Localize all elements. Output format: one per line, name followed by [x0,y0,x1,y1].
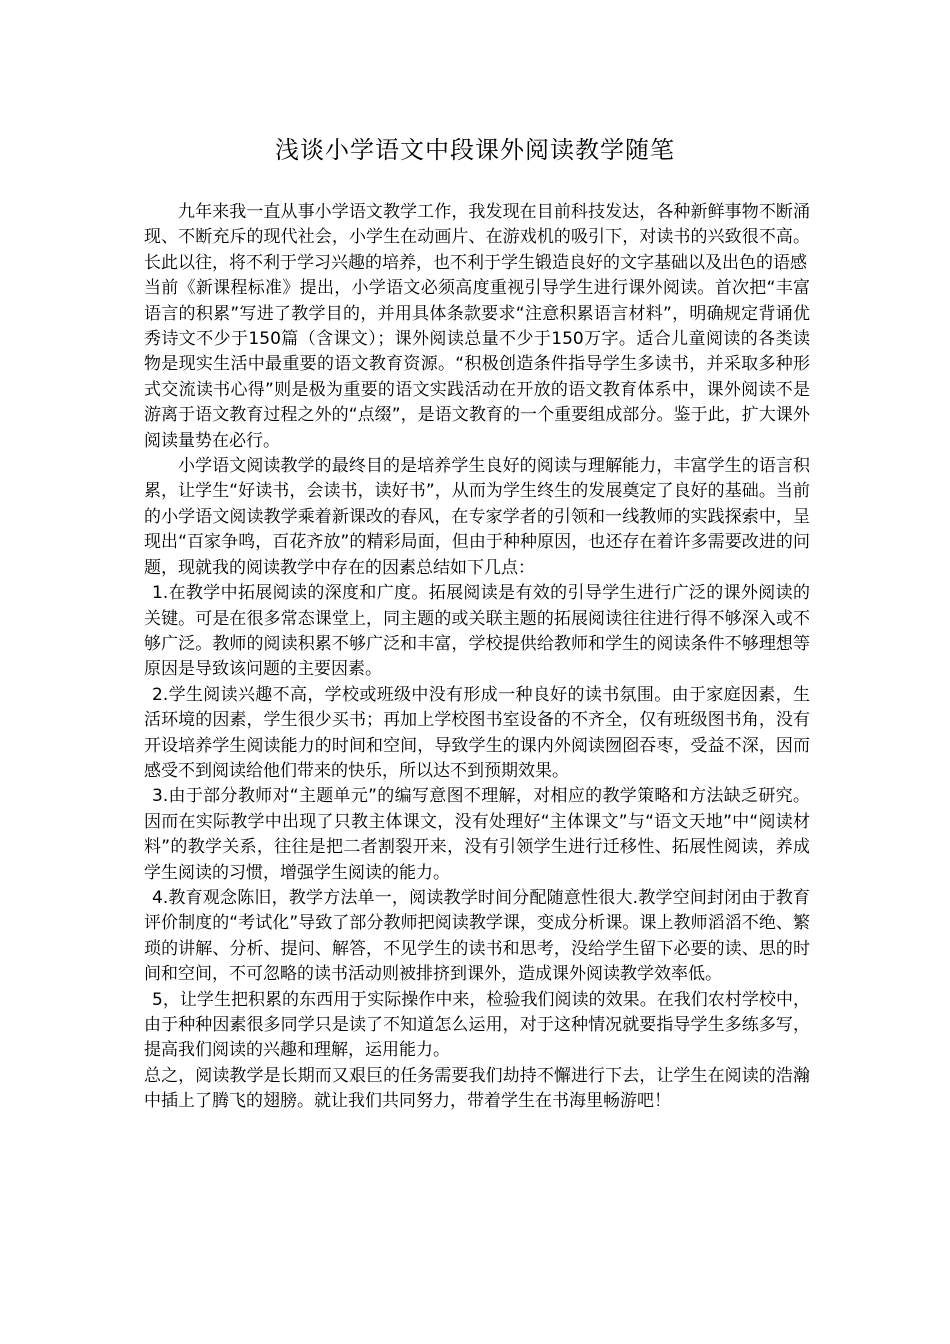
list-item-point-1: 1.在教学中拓展阅读的深度和广度。拓展阅读是有效的引导学生进行广泛的课外阅读的关键。可是在很多常态课堂上，同主题的或关联主题的拓展阅读往往进行得不够深入或不够广泛。教师的阅读积累不够广泛和丰富，学校提供给教师和学生的阅读条件不够理想等原因是导致该问题的主要因素。 [144,583,810,680]
document-body [144,200,810,1115]
paragraph-intro: 九年来我一直从事小学语文教学工作，我发现在目前科技发达，各种新鲜事物不断涌现、不断充斥的现代社会，小学生在动画片、在游戏机的吸引下，对读书的兴致很不高。长此以往，将不利于学习兴趣的培养，也不利于学生锻造良好的文字基础以及出色的语感 [144,202,810,273]
list-item-point-2: 2.学生阅读兴趣不高，学校或班级中没有形成一种良好的读书氛围。由于家庭因素，生活环境的因素，学生很少买书；再加上学校图书室设备的不齐全，仅有班级图书角，没有开设培养学生阅读能力的时间和空间，导致学生的课内外阅读囫囵吞枣，受益不深，因而感受不到阅读给他们带来的快乐，所以达不到预期效果。 [144,684,810,781]
document-title: 浅谈小学语文中段课外阅读教学随笔 [275,136,675,164]
paragraph-reading-goal: 小学语文阅读教学的最终目的是培养学生良好的阅读与理解能力，丰富学生的语言积累，让学生“好读书，会读书，读好书”，从而为学生终生的发展奠定了良好的基础。当前的小学语文阅读教学乘着新课改的春风，在专家学者的引领和一线教师的实践探索中，呈现出“百家争鸣，百花齐放”的精彩局面，但由于种种原因，也还存在着许多需要改进的问题，现就我的阅读教学中存在的因素总结如下几点： [144,456,810,578]
list-item-point-3: 3.由于部分教师对“主题单元”的编写意图不理解，对相应的教学策略和方法缺乏研究。因而在实际教学中出现了只教主体课文，没有处理好“主体课文”与“语文天地”中“阅读材料”的教学关系，往往是把二者割裂开来，没有引领学生进行迁移性、拓展性阅读，养成学生阅读的习惯，增强学生阅读的能力。 [144,786,810,883]
list-item-point-5: 5，让学生把积累的东西用于实际操作中来，检验我们阅读的效果。在我们农村学校中，由于种种因素很多同学只是读了不知道怎么运用，对于这种情况就要指导学生多练多写，提高我们阅读的兴趣和理解，运用能力。 [144,989,810,1061]
list-item-point-4: 4.教育观念陈旧，教学方法单一，阅读教学时间分配随意性很大.教学空间封闭由于教育评价制度的“考试化”导致了部分教师把阅读教学课，变成分析课。课上教师滔滔不绝、繁琐的讲解、分析、提问、解答，不见学生的读书和思考，没给学生留下必要的读、思的时间和空间，不可忽略的读书活动则被排挤到课外，造成课外阅读教学效率低。 [144,887,810,985]
paragraph-conclusion: 总之，阅读教学是长期而又艰巨的任务需要我们劫持不懈进行下去，让学生在阅读的浩瀚中插上了腾飞的翅膀。就让我们共同努力，带着学生在书海里畅游吧！ [144,1065,810,1112]
paragraph-curriculum-standard: 当前《新课程标准》提出，小学语文必须高度重视引导学生进行课外阅读。首次把“丰富语言的积累”写进了教学目的，并用具体条款要求“注意积累语言材料”，明确规定背诵优秀诗文不少于150篇（含课文）；课外阅读总量不少于150万字。适合儿童阅读的各类读物是现实生活中最重要的语文教育资源。“积极创造条件指导学生多读书，并采取多种形式交流读书心得”则是极为重要的语文实践活动在开放的语文教育体系中，课外阅读不是游离于语文教育过程之外的“点缀”，是语文教育的一个重要组成部分。鉴于此，扩大课外阅读量势在必行。 [144,278,810,451]
